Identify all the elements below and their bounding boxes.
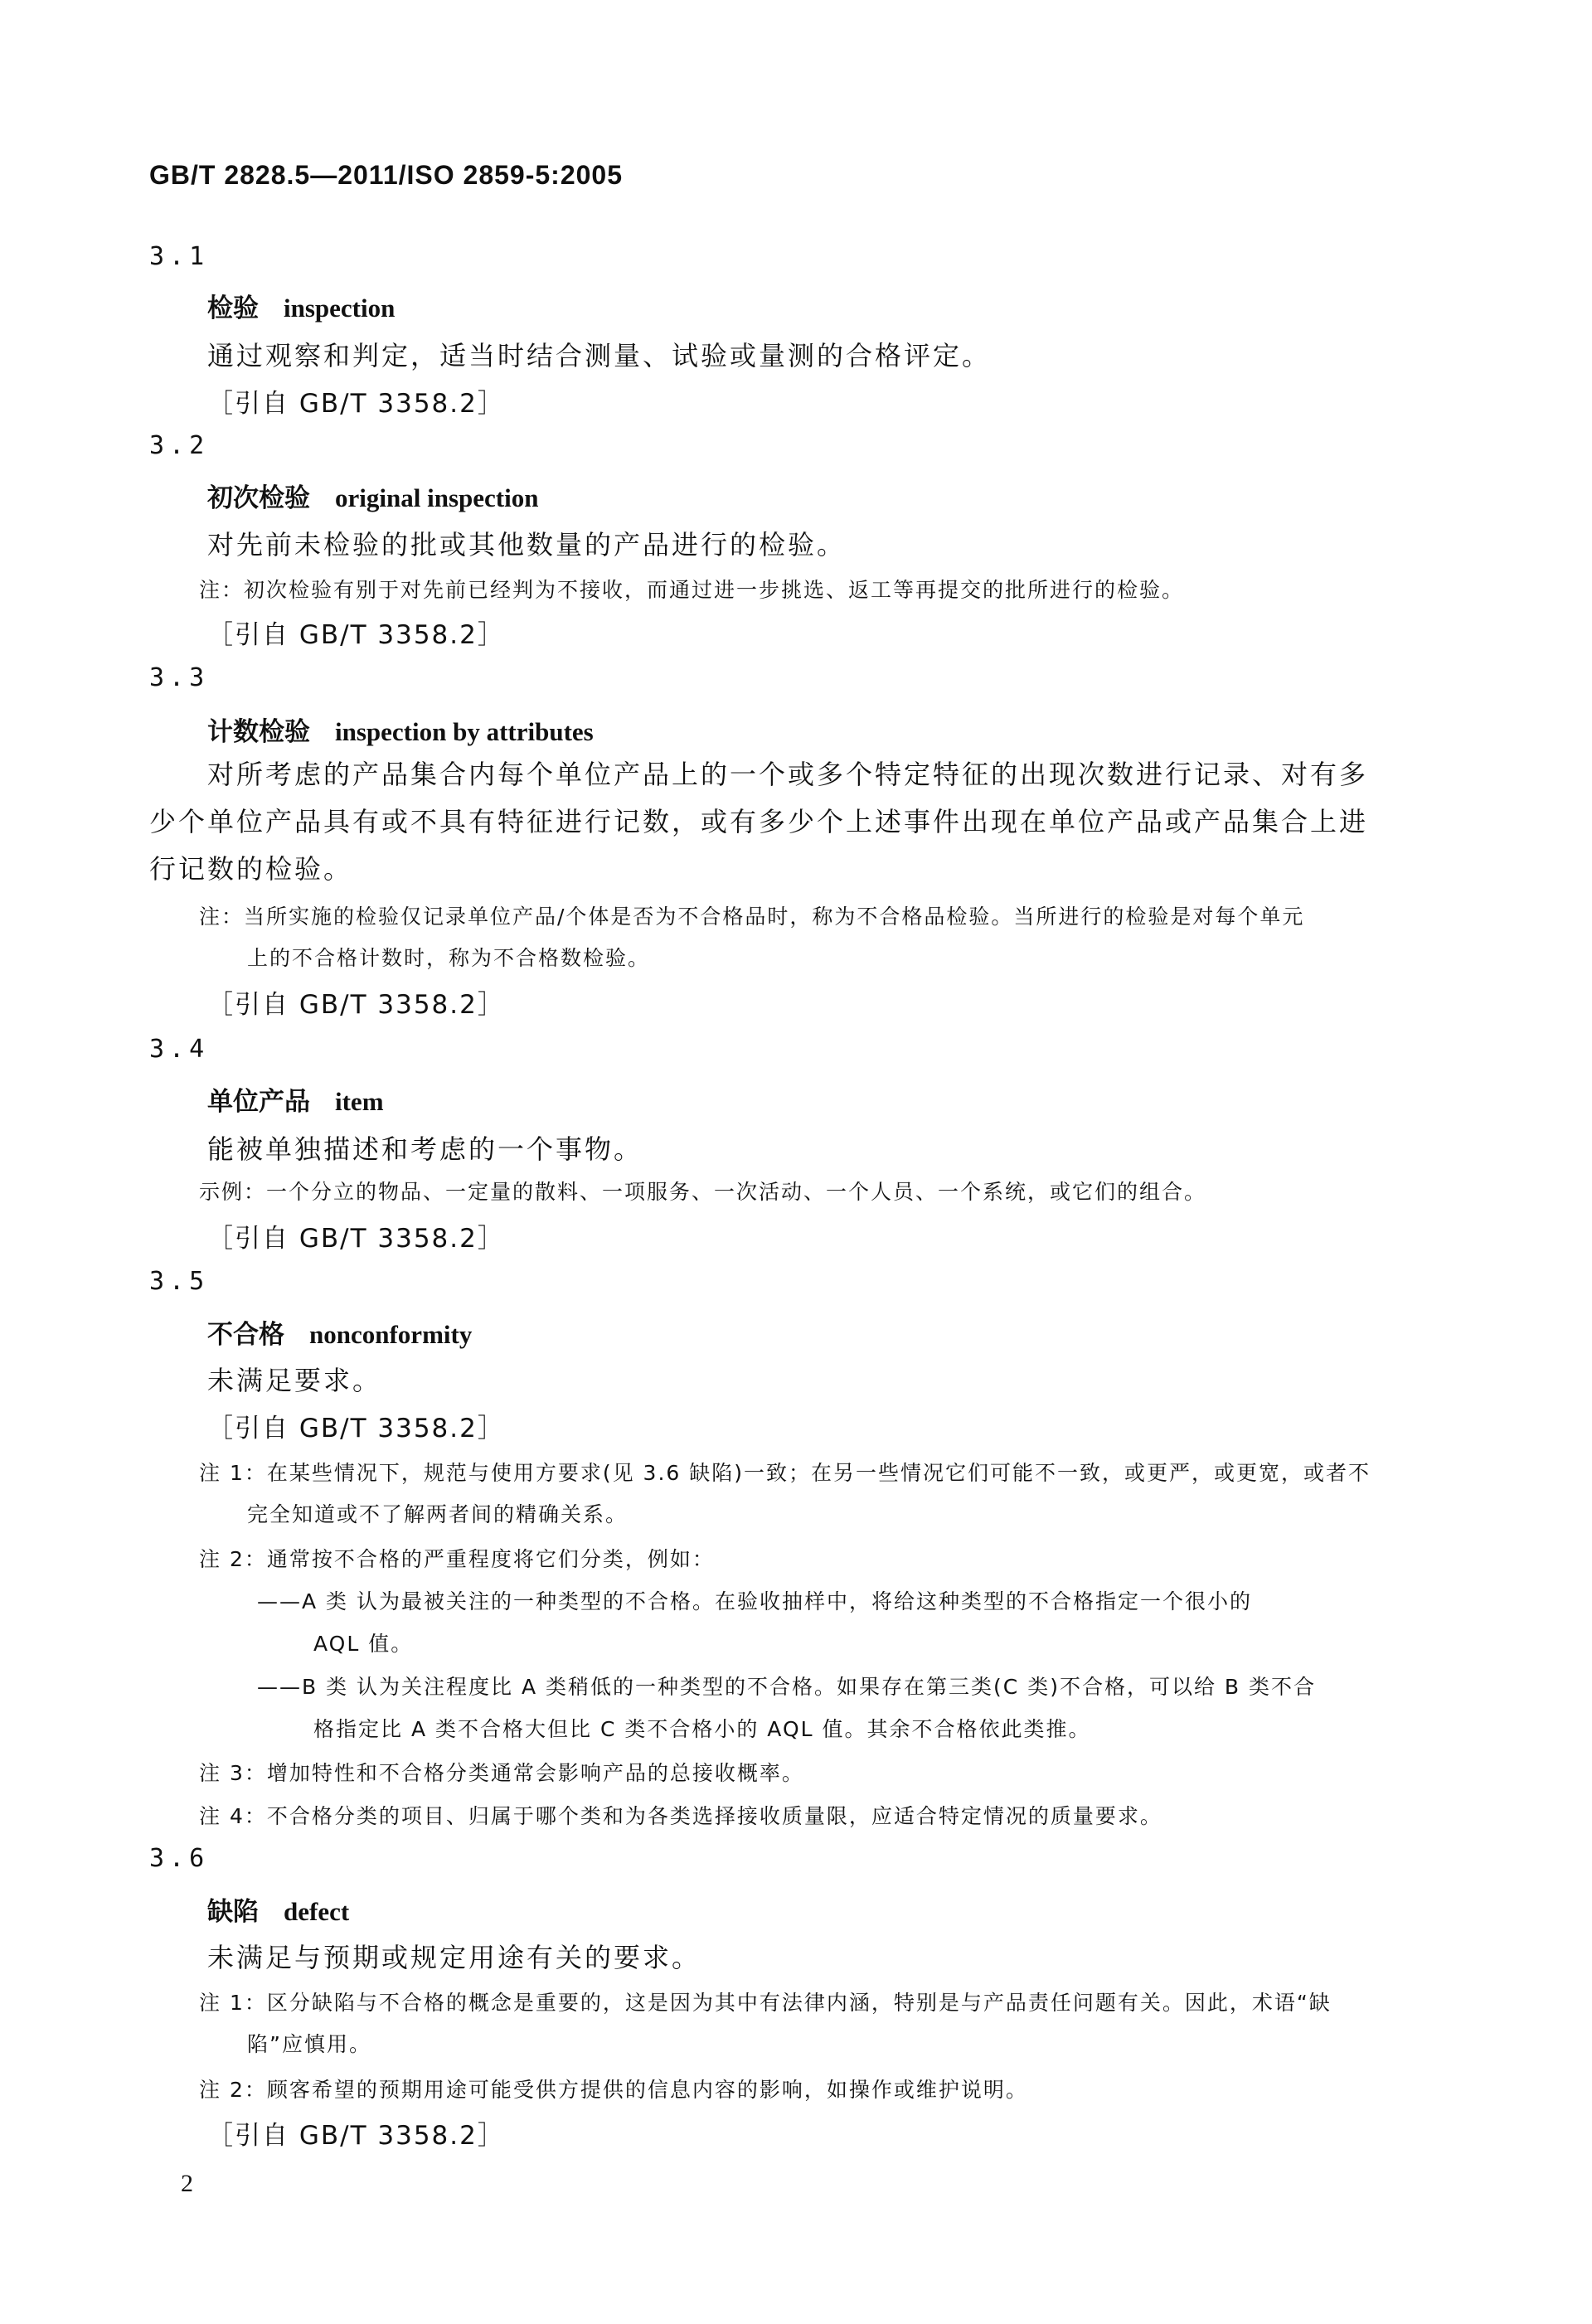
term-en: defect xyxy=(284,1897,350,1926)
term-en: original inspection xyxy=(335,483,539,512)
note: 注：初次检验有别于对先前已经判为不接收，而通过进一步挑选、返工等再提交的批所进行的检验。 xyxy=(199,578,1185,602)
term-title xyxy=(207,287,395,324)
term-en: inspection by attributes xyxy=(335,717,594,746)
definition: 对先前未检验的批或其他数量的产品进行的检验。 xyxy=(207,529,847,560)
clause-number: 3.3 xyxy=(149,663,210,692)
term-title xyxy=(207,1080,384,1118)
example: 示例：一个分立的物品、一定量的散料、一项服务、一次活动、一个人员、一个系统，或它们的组合。 xyxy=(199,1180,1207,1204)
note: 注 2：通常按不合格的严重程度将它们分类，例如： xyxy=(199,1547,715,1571)
note: 注 1：区分缺陷与不合格的概念是重要的，这是因为其中有法律内涵，特别是与产品责任问题有关。因此，术语“缺 xyxy=(199,1991,1332,2015)
note: 注 2：顾客希望的预期用途可能受供方提供的信息内容的影响，如操作或维护说明。 xyxy=(199,2078,1028,2102)
note-continuation: 上的不合格计数时，称为不合格数检验。 xyxy=(247,946,651,970)
note: 注 3：增加特性和不合格分类通常会影响产品的总接收概率。 xyxy=(199,1761,804,1785)
term-zh: 缺陷 xyxy=(207,1897,259,1927)
definition: 能被单独描述和考虑的一个事物。 xyxy=(207,1133,643,1165)
source-reference: ［引自 GB/T 3358.2］ xyxy=(207,1414,505,1443)
page-number: 2 xyxy=(181,2170,193,2197)
definition: 未满足要求。 xyxy=(207,1365,382,1396)
term-zh: 检验 xyxy=(207,294,259,323)
term-zh: 不合格 xyxy=(207,1320,284,1350)
definition: 未满足与预期或规定用途有关的要求。 xyxy=(207,1942,701,1973)
source-reference: ［引自 GB/T 3358.2］ xyxy=(207,389,505,419)
term-zh: 初次检验 xyxy=(207,483,310,513)
term-title xyxy=(207,1313,472,1351)
term-en: nonconformity xyxy=(309,1320,473,1349)
source-reference: ［引自 GB/T 3358.2］ xyxy=(207,620,505,650)
note: 注：当所实施的检验仅记录单位产品/个体是否为不合格品时，称为不合格品检验。当所进行的检验是对每个单元 xyxy=(199,905,1305,929)
term-en: inspection xyxy=(284,294,396,323)
standard-header: GB/T 2828.5—2011/ISO 2859-5:2005 xyxy=(149,160,624,190)
note-continuation: 格指定比 A 类不合格大但比 C 类不合格小的 AQL 值。其余不合格依此类推。 xyxy=(313,1717,1091,1741)
note-list-item: ——A 类 认为最被关注的一种类型的不合格。在验收抽样中，将给这种类型的不合格指定一个很小的 xyxy=(257,1589,1252,1613)
definition: 通过观察和判定，适当时结合测量、试验或量测的合格评定。 xyxy=(207,340,992,371)
note-continuation: AQL 值。 xyxy=(313,1632,414,1656)
note-continuation: 陷”应慎用。 xyxy=(247,2032,371,2056)
term-zh: 单位产品 xyxy=(207,1087,310,1117)
clause-number: 3.5 xyxy=(149,1267,210,1296)
clause-number: 3.2 xyxy=(149,431,210,460)
term-title xyxy=(207,477,538,514)
clause-number: 3.6 xyxy=(149,1844,210,1873)
term-en: item xyxy=(335,1087,384,1116)
term-title xyxy=(207,711,594,748)
definition: 对所考虑的产品集合内每个单位产品上的一个或多个特定特征的出现次数进行记录、对有多少个单位产品具有或不具有特征进行记数，或有多少个上述事件出现在单位产品或产品集合上进行记数的检验。 xyxy=(149,759,1369,885)
clause-number: 3.4 xyxy=(149,1035,210,1064)
term-zh: 计数检验 xyxy=(207,717,310,747)
source-reference: ［引自 GB/T 3358.2］ xyxy=(207,1224,505,1254)
source-reference: ［引自 GB/T 3358.2］ xyxy=(207,2121,505,2151)
note-continuation: 完全知道或不了解两者间的精确关系。 xyxy=(247,1502,629,1526)
note: 注 1：在某些情况下，规范与使用方要求(见 3.6 缺陷)一致；在另一些情况它们可能不一致，或更严，或更宽，或者不 xyxy=(199,1461,1371,1485)
term-title xyxy=(207,1890,349,1928)
source-reference: ［引自 GB/T 3358.2］ xyxy=(207,990,505,1020)
clause-number: 3.1 xyxy=(149,242,210,271)
note: 注 4：不合格分类的项目、归属于哪个类和为各类选择接收质量限，应适合特定情况的质量要求。 xyxy=(199,1804,1162,1828)
note-list-item: ——B 类 认为关注程度比 A 类稍低的一种类型的不合格。如果存在第三类(C 类)不合格，可以给 B 类不合 xyxy=(257,1675,1316,1699)
